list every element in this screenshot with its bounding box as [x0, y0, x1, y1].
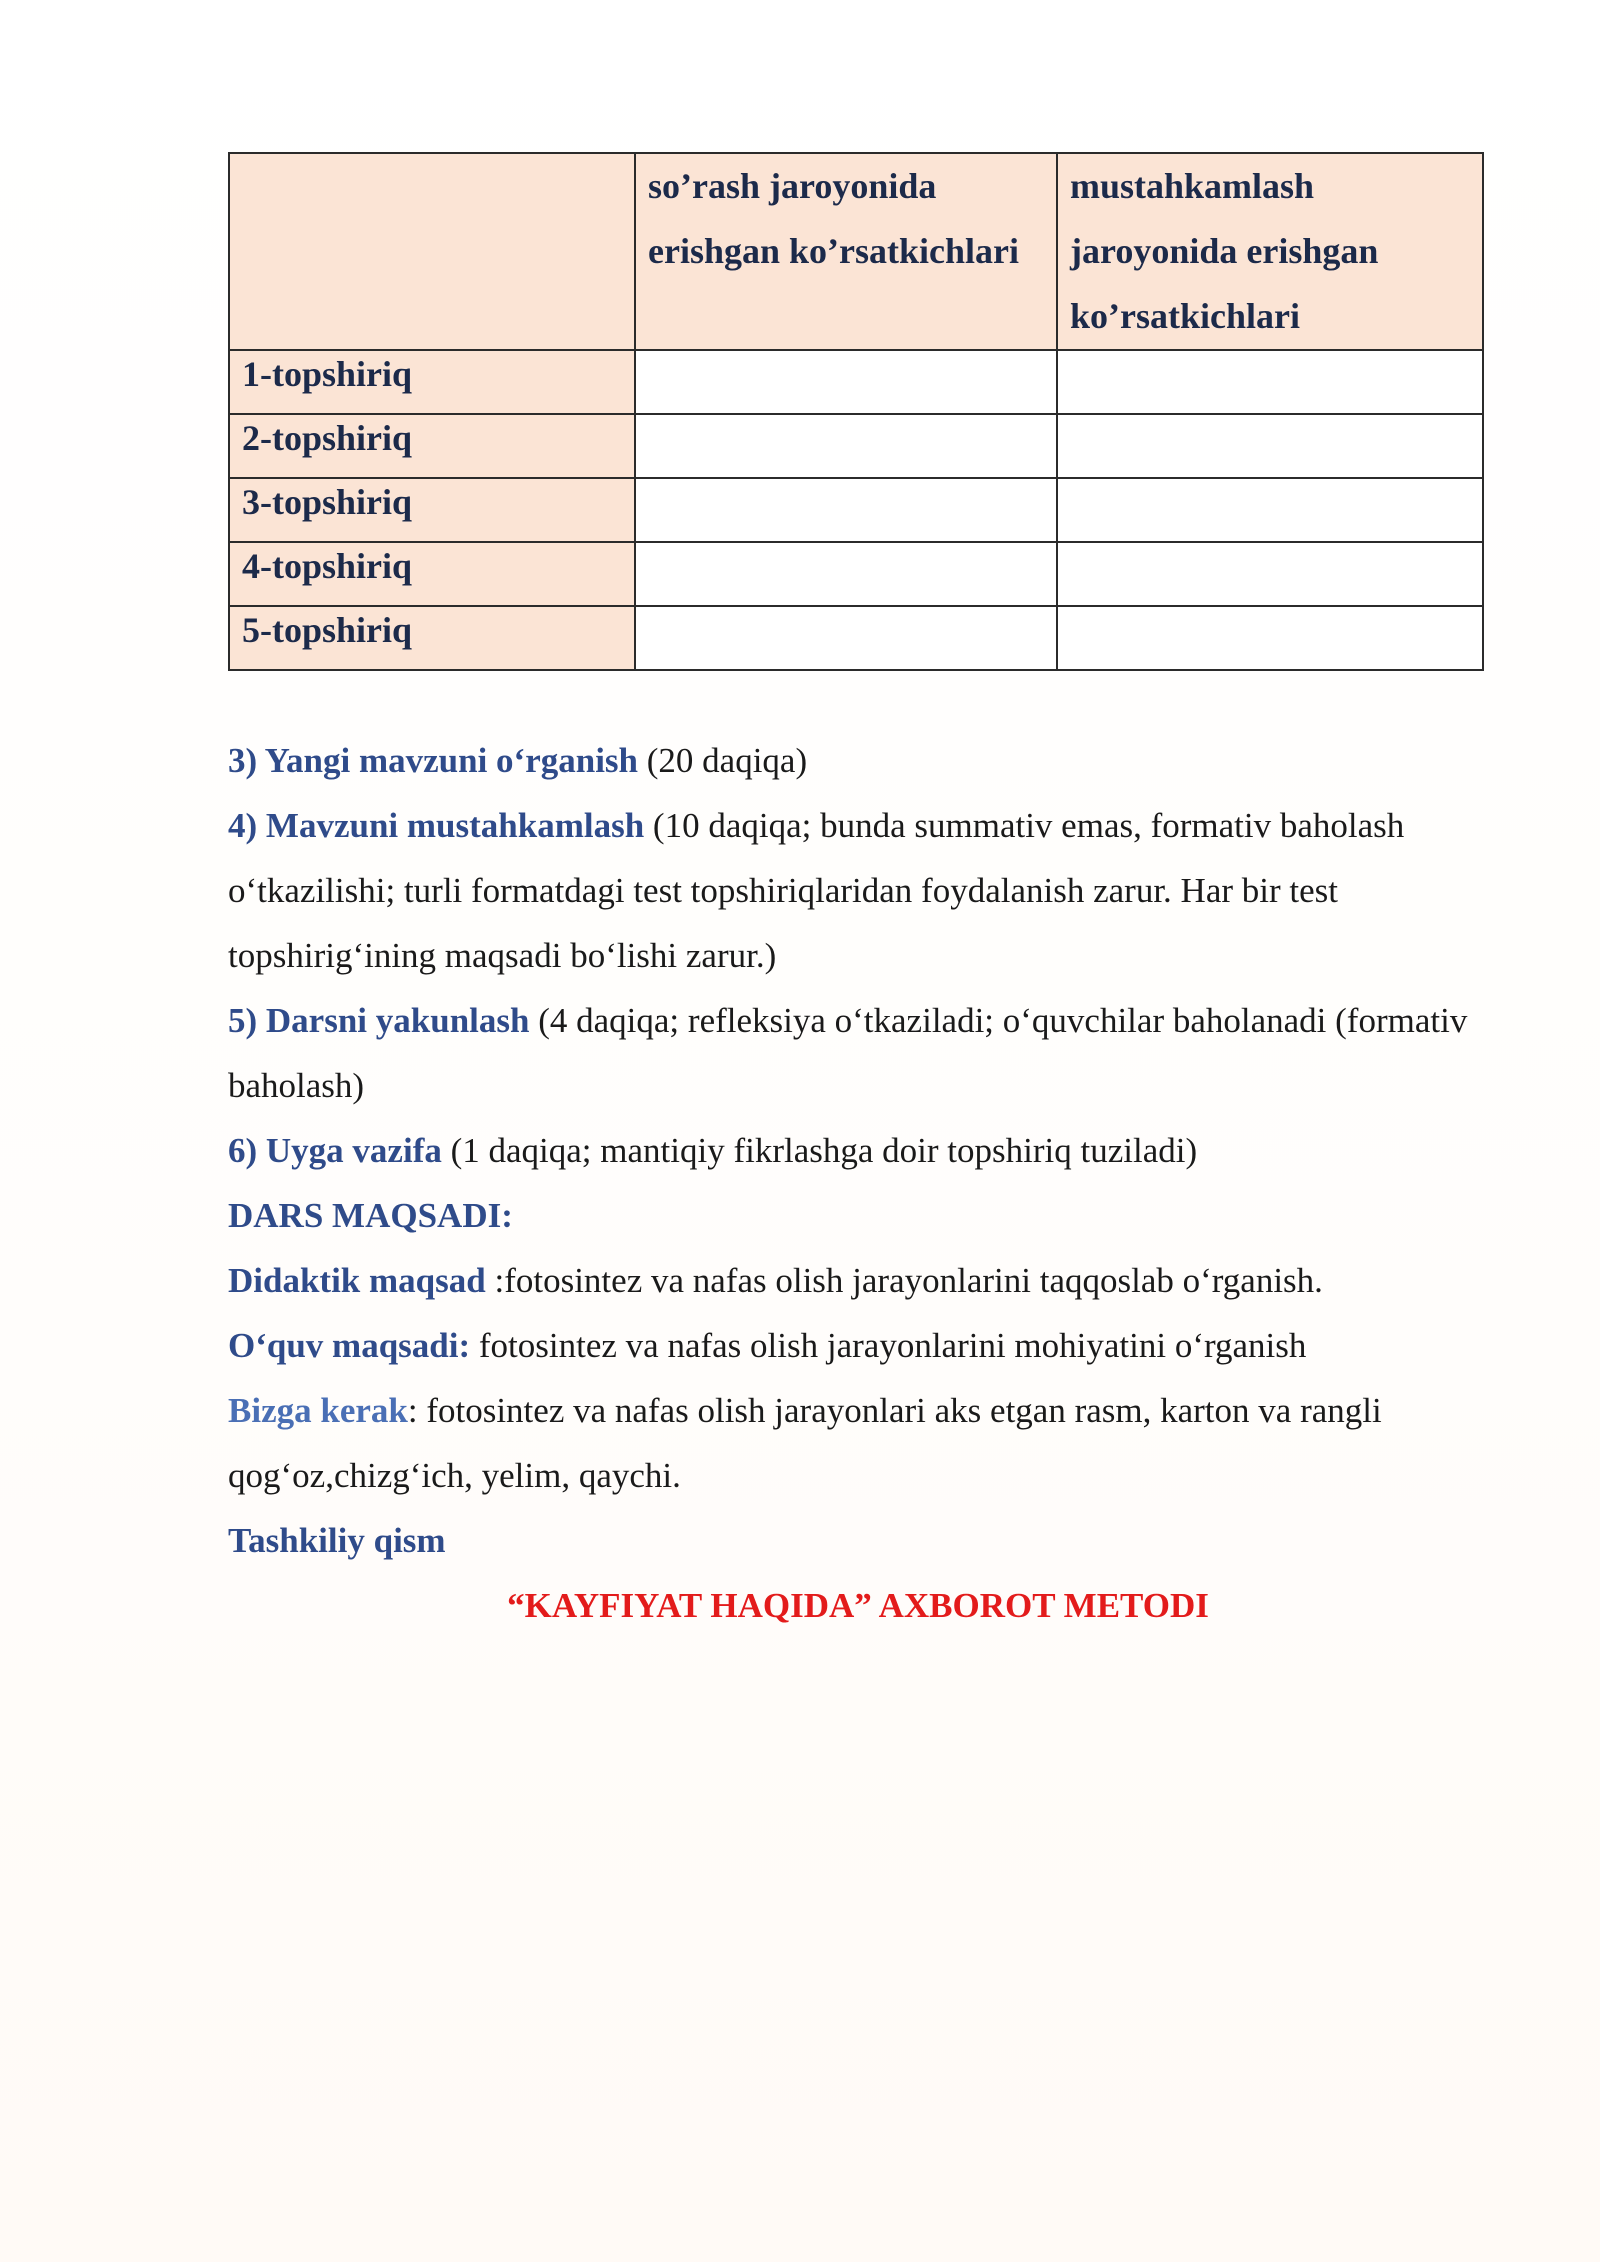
didaktik-paragraph: [228, 1248, 1488, 1313]
row-cell: [1057, 606, 1483, 670]
row-label: 1-topshiriq: [229, 350, 635, 414]
didaktik-heading: Didaktik maqsad: [228, 1261, 486, 1300]
table-header-row: [229, 153, 1483, 350]
method-title: “KAYFIYAT HAQIDA” AXBOROT METODI: [507, 1586, 1209, 1625]
tashkiliy-heading: Tashkiliy qism: [228, 1521, 446, 1560]
row-cell: [1057, 542, 1483, 606]
header-cell-sorash: so’rash jaroyonida erishgan ko’rsatkichlari: [635, 153, 1057, 350]
row-cell: [635, 542, 1057, 606]
step-4-paragraph: [228, 793, 1488, 988]
row-cell: [635, 350, 1057, 414]
row-label: 2-topshiriq: [229, 414, 635, 478]
table-row: [229, 478, 1483, 542]
step-3-heading: 3) Yangi mavzuni o‘rganish: [228, 741, 639, 780]
oquv-paragraph: [228, 1313, 1488, 1378]
lesson-body: [228, 728, 1488, 1638]
results-table: [228, 152, 1484, 671]
oquv-text: fotosintez va nafas olish jarayonlarini mohiyatini o‘rganish: [470, 1326, 1307, 1365]
row-cell: [1057, 478, 1483, 542]
bizga-paragraph: [228, 1378, 1488, 1508]
row-cell: [635, 606, 1057, 670]
bizga-text: : fotosintez va nafas olish jarayonlari aks etgan rasm, karton va rangli qog‘oz,chizg‘ich, yelim, qaychi.: [228, 1391, 1382, 1495]
table-row: [229, 414, 1483, 478]
step-3-text: (20 daqiqa): [638, 741, 808, 780]
row-cell: [1057, 414, 1483, 478]
step-5-paragraph: [228, 988, 1488, 1118]
step-3-paragraph: [228, 728, 1488, 793]
step-4-heading: 4) Mavzuni mustahkamlash: [228, 806, 645, 845]
step-5-heading: 5) Darsni yakunlash: [228, 1001, 530, 1040]
table-row: [229, 350, 1483, 414]
step-6-heading: 6) Uyga vazifa: [228, 1131, 442, 1170]
row-cell: [635, 478, 1057, 542]
row-label: 5-topshiriq: [229, 606, 635, 670]
bizga-heading: Bizga kerak: [228, 1391, 408, 1430]
dars-maqsadi-heading: DARS MAQSADI:: [228, 1196, 513, 1235]
row-label: 4-topshiriq: [229, 542, 635, 606]
step-5-text: (4 daqiqa; refleksiya o‘tkaziladi; o‘quvchilar baholanadi (formativ baholash): [228, 1001, 1468, 1105]
table-row: [229, 606, 1483, 670]
row-label: 3-topshiriq: [229, 478, 635, 542]
header-cell-empty: [229, 153, 635, 350]
step-6-text: (1 daqiqa; mantiqiy fikrlashga doir topshiriq tuziladi): [441, 1131, 1198, 1170]
row-cell: [635, 414, 1057, 478]
oquv-heading: O‘quv maqsadi:: [228, 1326, 471, 1365]
row-cell: [1057, 350, 1483, 414]
didaktik-text: :fotosintez va nafas olish jarayonlarini taqqoslab o‘rganish.: [485, 1261, 1323, 1300]
header-cell-mustahkamlash: mustahkamlash jaroyonida erishgan ko’rsatkichlari: [1057, 153, 1483, 350]
step-4-text: (10 daqiqa; bunda summativ emas, formativ baholash o‘tkazilishi; turli formatdagi test topshiriqlaridan foydalanish zarur. Har bir test topshirig‘ining maqsadi bo‘lishi zarur.): [228, 806, 1405, 975]
table-row: [229, 542, 1483, 606]
step-6-paragraph: [228, 1118, 1488, 1183]
